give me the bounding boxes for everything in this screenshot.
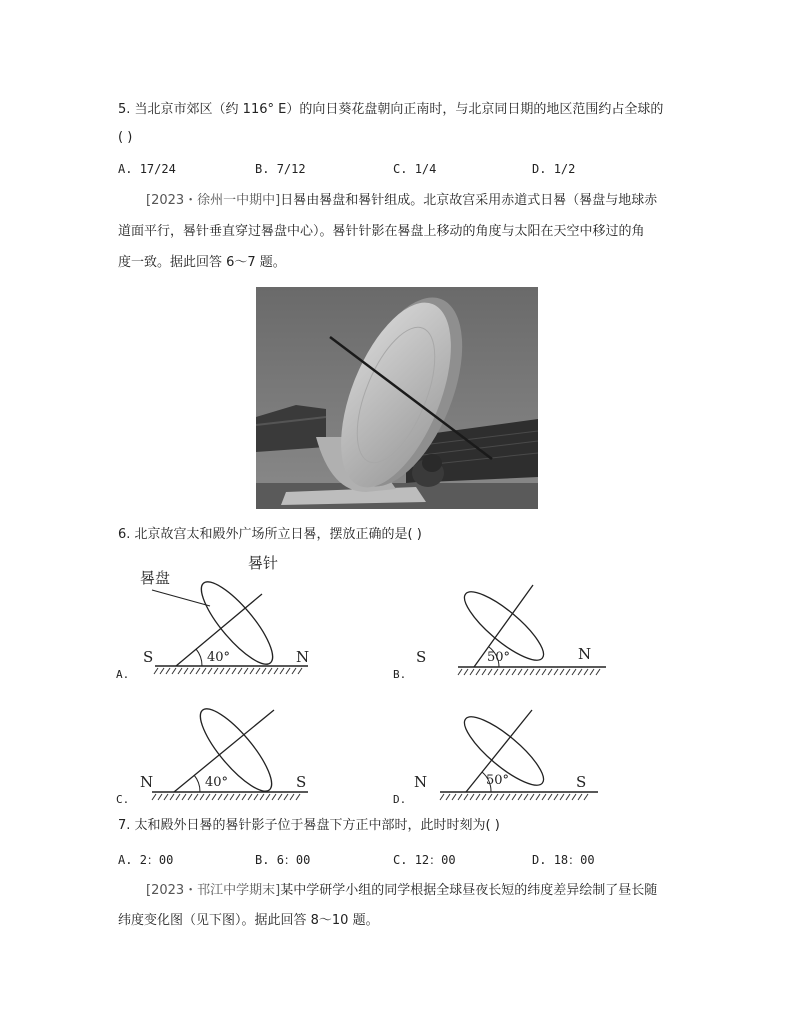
intro1-line1: [2023・徐州一中期中]日晷由晷盘和晷针组成。北京故宫采用赤道式日晷（晷盘与地球赤 bbox=[146, 193, 658, 208]
q7-option-c: C. 12：00 bbox=[393, 853, 456, 867]
diagram-a-letter: A. bbox=[116, 668, 130, 681]
intro2-source: [2023・邗江中学期末] bbox=[146, 883, 281, 898]
q5-answer-paren: ( ) bbox=[118, 130, 133, 145]
intro1-line2: 道面平行，晷针垂直穿过晷盘中心）。晷针针影在晷盘上移动的角度与太阳在天空中移过的角 bbox=[118, 224, 645, 239]
intro1-source: [2023・徐州一中期中] bbox=[146, 193, 281, 208]
diagram-b-letter: B. bbox=[393, 668, 407, 681]
diagram-c-right-label: S bbox=[296, 773, 307, 791]
intro1-line3: 度一致。据此回答 6～7 题。 bbox=[118, 255, 286, 270]
diagram-d-angle: 50° bbox=[486, 773, 510, 788]
diagram-b bbox=[386, 575, 606, 685]
diagram-c-letter: C. bbox=[116, 793, 130, 806]
q6-stem: 6. 北京故宫太和殿外广场所立日晷，摆放正确的是( ) bbox=[118, 527, 422, 542]
q7-stem: 7. 太和殿外日晷的晷针影子位于晷盘下方正中部时，此时时刻为( ) bbox=[118, 818, 500, 833]
diagram-b-left-label: S bbox=[416, 648, 427, 666]
diagram-a-right-label: N bbox=[296, 648, 310, 666]
diagram-d bbox=[386, 700, 606, 810]
diagram-d-right-label: S bbox=[576, 773, 587, 791]
diagram-a-disk-label: 晷盘 bbox=[140, 569, 171, 587]
q5-option-c: C. 1/4 bbox=[393, 162, 437, 176]
diagram-c-angle: 40° bbox=[205, 775, 229, 790]
q5-stem: 5. 当北京市郊区（约 116° E）的向日葵花盘朝向正南时，与北京同日期的地区范围约占全球的 bbox=[118, 102, 664, 117]
q7-option-b: B. 6：00 bbox=[255, 853, 311, 867]
diagram-c bbox=[110, 700, 330, 810]
diagram-a-angle: 40° bbox=[207, 650, 231, 665]
diagram-a bbox=[110, 548, 310, 683]
intro2-line1: [2023・邗江中学期末]某中学研学小组的同学根据全球昼夜长短的纬度差异绘制了昼长随 bbox=[146, 883, 658, 898]
q5-option-a: A. 17/24 bbox=[118, 162, 176, 176]
diagram-a-left-label: S bbox=[143, 648, 154, 666]
intro2-line2: 纬度变化图（见下图）。据此回答 8～10 题。 bbox=[118, 913, 379, 928]
diagram-b-right-label: N bbox=[578, 645, 592, 663]
diagram-c-left-label: N bbox=[140, 773, 154, 791]
sundial-photo bbox=[256, 287, 538, 509]
q7-option-a: A. 2：00 bbox=[118, 853, 174, 867]
diagram-a-needle-label: 晷针 bbox=[248, 554, 279, 572]
q7-option-d: D. 18：00 bbox=[532, 853, 595, 867]
diagram-d-left-label: N bbox=[414, 773, 428, 791]
diagram-d-letter: D. bbox=[393, 793, 407, 806]
q5-option-d: D. 1/2 bbox=[532, 162, 576, 176]
diagram-b-angle: 50° bbox=[487, 650, 511, 665]
q5-option-b: B. 7/12 bbox=[255, 162, 306, 176]
